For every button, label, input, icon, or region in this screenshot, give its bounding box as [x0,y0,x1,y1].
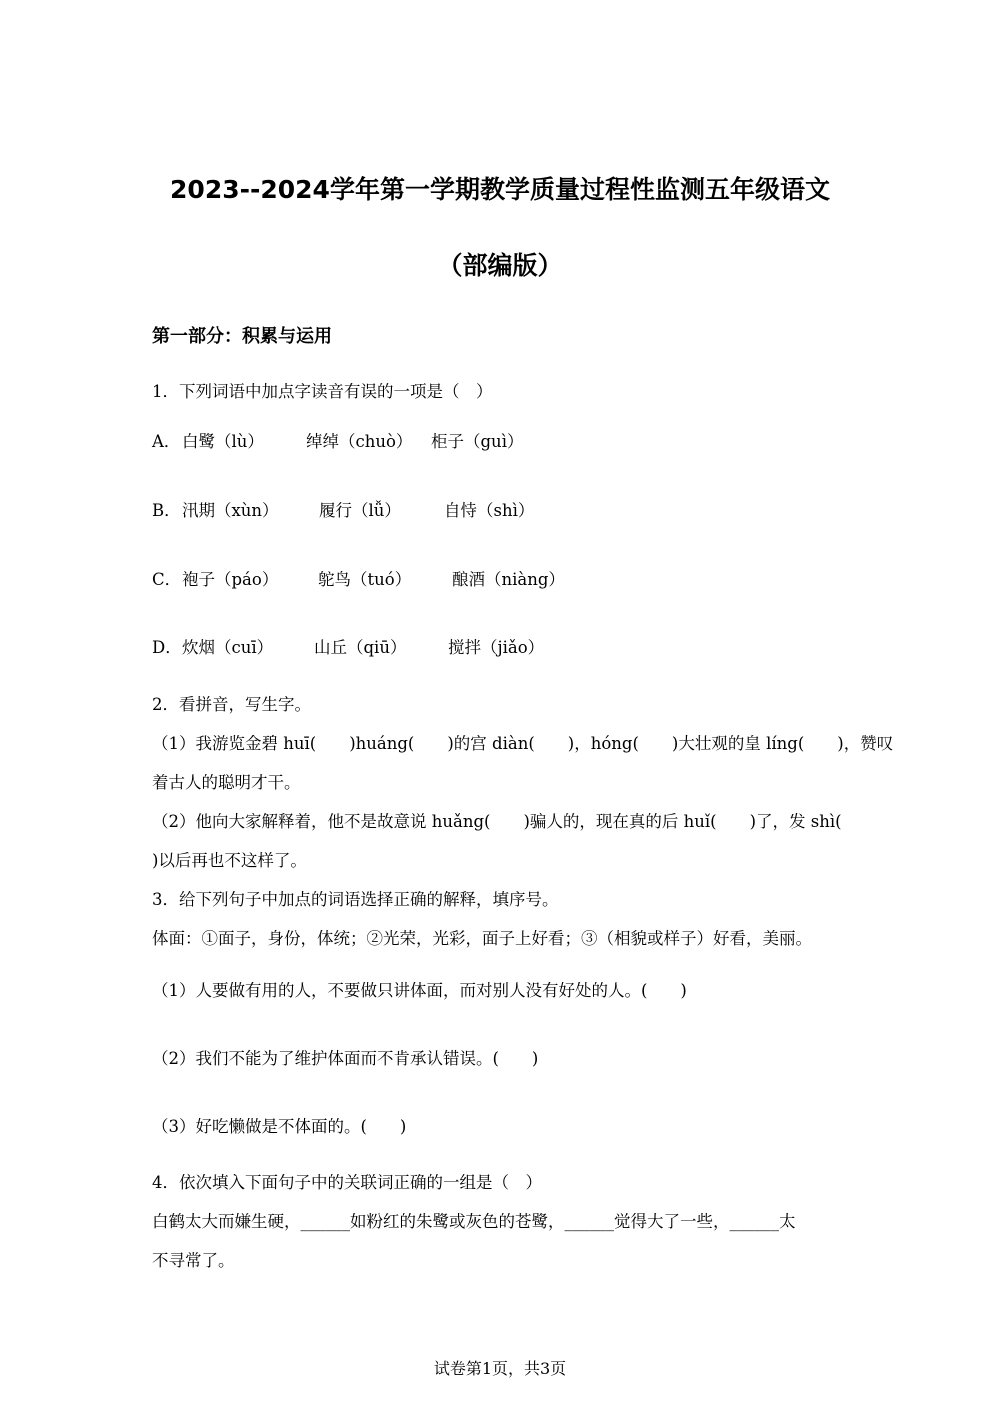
q4-stem: 4．依次填入下面句子中的关联词正确的一组是（ ） [152,1173,542,1192]
q3-sentence-3: （3）好吃懒做是不体面的。( ) [152,1117,407,1136]
option-label: C． [152,570,182,589]
option-word-1: 炊烟（cuī） [182,638,274,657]
q1-option-d [152,634,544,658]
option-word-3: 柜子（guì） [431,432,524,451]
q4-sentence-line1: 白鹤太大而嫌生硬，______如粉红的朱鹭或灰色的苍鹭，______觉得大了一些，______太 [152,1212,796,1231]
option-label: D． [152,638,182,657]
page-footer: 试卷第1页，共3页 [433,1359,567,1378]
q4-sentence-line2: 不寻常了。 [152,1251,235,1270]
option-word-1: 白鹭（lù） [182,432,264,451]
option-word-1: 袍子（páo） [182,570,279,589]
option-word-2: 鸵鸟（tuó） [318,570,412,589]
q2-part1-line1: （1）我游览金碧 huī( )huáng( )的宫 diàn( )，hóng( )大壮观的皇 líng( )，赞叹 [152,734,894,753]
q1-option-c [152,566,565,590]
q2-stem: 2．看拼音，写生字。 [152,695,311,714]
q1-option-a [152,428,523,452]
option-word-3: 搅拌（jiǎo） [448,638,545,657]
q2-part1-line2: 着古人的聪明才干。 [152,773,301,792]
q3-definition: 体面：①面子，身份，体统；②光荣，光彩，面子上好看；③（相貌或样子）好看，美丽。 [152,929,812,948]
q1-option-b [152,497,534,521]
exam-title: 2023--2024学年第一学期教学质量过程性监测五年级语文 [170,175,830,204]
option-word-2: 履行（lǚ） [319,501,401,520]
q2-part2-line1: （2）他向大家解释着，他不是故意说 huǎng( )骗人的，现在真的后 huǐ( )了，发 shì( [152,812,842,831]
q2-part2-line2: )以后再也不这样了。 [152,851,307,870]
section-heading: 第一部分：积累与运用 [152,326,332,347]
option-word-1: 汛期（xùn） [182,501,279,520]
option-label: B． [152,501,181,520]
option-word-3: 酿酒（niàng） [452,570,565,589]
q1-stem: 1．下列词语中加点字读音有误的一项是（ ） [152,382,493,401]
option-label: A． [152,432,181,451]
option-word-2: 绰绰（chuò） [306,432,413,451]
option-word-2: 山丘（qiū） [314,638,407,657]
q3-sentence-2: （2）我们不能为了维护体面而不肯承认错误。( ) [152,1049,539,1068]
q3-stem: 3．给下列句子中加点的词语选择正确的解释，填序号。 [152,890,559,909]
option-word-3: 自恃（shì） [444,501,535,520]
q3-sentence-1: （1）人要做有用的人，不要做只讲体面，而对别人没有好处的人。( ) [152,981,687,1000]
exam-subtitle: （部编版） [437,251,563,280]
